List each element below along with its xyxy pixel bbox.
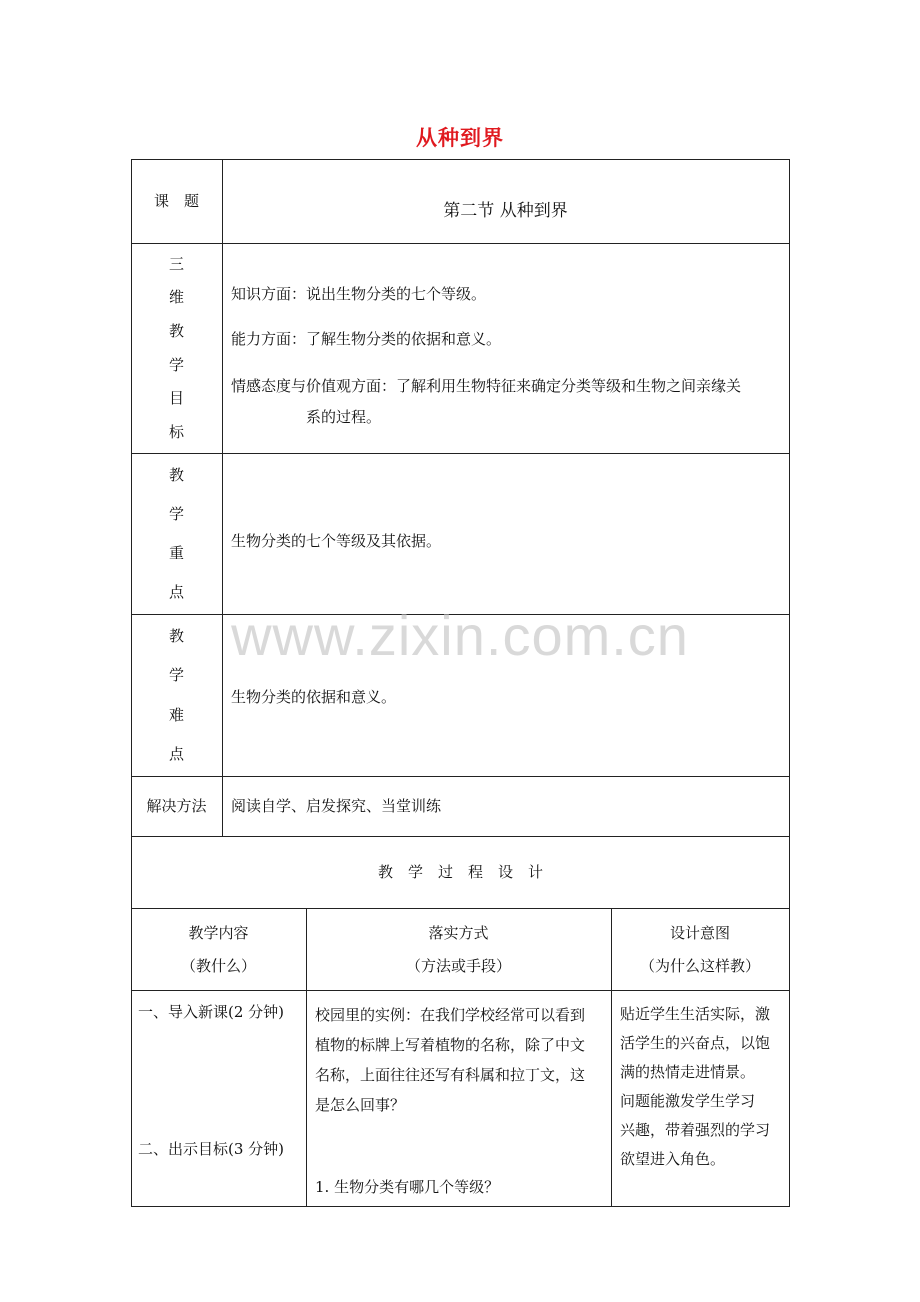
difficulties-label-char: 教 <box>168 626 184 645</box>
table-divider <box>131 453 790 454</box>
method-label: 解决方法 <box>146 797 207 815</box>
intent-line: 满的热情走进情景。 <box>620 1063 756 1081</box>
difficulties-label-char: 难 <box>168 705 184 724</box>
method-line: 校园里的实例：在我们学校经常可以看到 <box>315 1006 586 1024</box>
page-title: 从种到界 <box>416 125 504 150</box>
process-method-text <box>315 1000 607 1120</box>
goals-label-char: 维 <box>168 288 184 307</box>
intent-line: 活学生的兴奋点，以饱 <box>620 1034 771 1052</box>
goals-label-char: 标 <box>168 423 184 442</box>
process-step-intro: 一、导入新课(2 分钟) <box>138 1003 285 1021</box>
key-points-label-char: 重 <box>168 544 184 563</box>
process-step-goals: 二、出示目标(3 分钟) <box>138 1140 285 1158</box>
key-points-label-char: 学 <box>168 504 184 523</box>
key-points-label-char: 点 <box>168 583 184 602</box>
table-border-right <box>789 159 790 1206</box>
table-divider <box>131 614 790 615</box>
watermark: www.zixin.com.cn <box>231 604 689 667</box>
lesson-label: 课 题 <box>153 192 199 210</box>
key-points-text: 生物分类的七个等级及其依据。 <box>231 532 442 550</box>
table-label-divider <box>222 159 223 836</box>
goals-knowledge: 知识方面：说出生物分类的七个等级。 <box>231 285 487 303</box>
table-divider <box>131 243 790 244</box>
goals-label-char: 目 <box>168 389 184 408</box>
process-intent-text <box>620 1000 788 1174</box>
difficulties-label <box>131 614 222 776</box>
column-header-sub: （教什么） <box>180 957 256 975</box>
table-divider <box>131 990 790 991</box>
table-divider <box>131 908 790 909</box>
method-line: 是怎么回事？ <box>315 1096 406 1114</box>
intent-line: 问题能激发学生学习 <box>620 1092 756 1110</box>
table-divider <box>131 776 790 777</box>
method-text: 阅读自学、启发探究、当堂训练 <box>231 797 442 815</box>
intent-line: 兴趣，带着强烈的学习 <box>620 1121 771 1139</box>
goals-label-char: 三 <box>168 254 184 273</box>
table-border-bottom <box>131 1206 790 1207</box>
method-line: 植物的标牌上写着植物的名称，除了中文 <box>315 1036 586 1054</box>
key-points-label-char: 教 <box>168 465 184 484</box>
column-header-sub: （为什么这样教） <box>639 957 760 975</box>
goals-label-char: 学 <box>168 355 184 374</box>
goals-label-char: 教 <box>168 322 184 341</box>
column-header-title: 设计意图 <box>669 924 730 942</box>
process-heading: 教 学 过 程 设 计 <box>377 863 543 881</box>
goals-attitude: 情感态度与价值观方面：了解利用生物特征来确定分类等级和生物之间亲缘关 <box>231 377 742 395</box>
column-header-sub: （方法或手段） <box>405 957 511 975</box>
goals-label <box>131 243 222 453</box>
column-header-title: 教学内容 <box>188 924 249 942</box>
intent-line: 贴近学生生活实际，激 <box>620 1005 771 1023</box>
column-header-method <box>306 917 611 983</box>
lesson-title: 第二节 从种到界 <box>443 201 568 221</box>
difficulties-label-char: 学 <box>168 666 184 685</box>
intent-line: 欲望进入角色。 <box>620 1150 726 1168</box>
table-border-top <box>131 159 790 160</box>
process-method-question: 1. 生物分类有哪几个等级？ <box>315 1178 500 1196</box>
difficulties-label-char: 点 <box>168 745 184 764</box>
column-header-title: 落实方式 <box>428 924 489 942</box>
difficulties-text: 生物分类的依据和意义。 <box>231 688 397 706</box>
key-points-label <box>131 453 222 614</box>
column-header-content <box>131 917 306 983</box>
table-divider <box>131 836 790 837</box>
column-header-intent <box>611 917 789 983</box>
goals-ability: 能力方面：了解生物分类的依据和意义。 <box>231 330 502 348</box>
goals-attitude-cont: 系的过程。 <box>306 408 382 426</box>
method-line: 名称，上面往往还写有科属和拉丁文，这 <box>315 1066 586 1084</box>
